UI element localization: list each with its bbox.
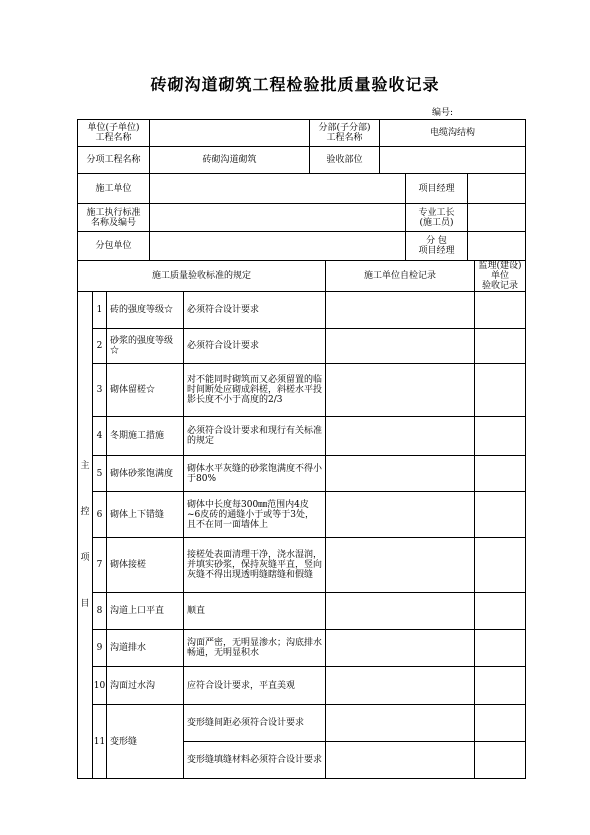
item-name: 砌体砂浆饱满度 xyxy=(107,456,184,492)
item-project-label: 分项工程名称 xyxy=(78,147,150,174)
self-check-cell[interactable] xyxy=(326,593,475,630)
sub-project-value[interactable]: 电缆沟结构 xyxy=(380,120,526,147)
self-check-cell[interactable] xyxy=(326,329,475,364)
item-number: 9 xyxy=(93,630,107,667)
item-project-value[interactable]: 砖砌沟道砌筑 xyxy=(150,147,310,174)
item-requirement: 砌体水平灰缝的砂浆饱满度不得小于80% xyxy=(184,456,326,492)
self-check-cell[interactable] xyxy=(326,667,475,705)
unit-name-value[interactable] xyxy=(150,120,310,147)
supervision-cell[interactable] xyxy=(475,538,526,593)
self-check-cell[interactable] xyxy=(326,292,475,329)
item-number: 5 xyxy=(93,456,107,492)
item-requirement: 变形缝间距必须符合设计要求 xyxy=(184,705,326,742)
self-check-cell[interactable] xyxy=(326,630,475,667)
item-number: 2 xyxy=(93,329,107,364)
item-name: 砂浆的强度等级☆ xyxy=(107,329,184,364)
inspection-part-label: 验收部位 xyxy=(310,147,380,174)
project-manager-value[interactable] xyxy=(468,174,526,204)
self-check-cell[interactable] xyxy=(326,492,475,538)
supervision-cell[interactable] xyxy=(475,364,526,417)
item-name: 砌体留槎☆ xyxy=(107,364,184,417)
item-requirement: 应符合设计要求，平直美观 xyxy=(184,667,326,705)
item-number: 11 xyxy=(93,705,107,779)
self-check-cell[interactable] xyxy=(326,364,475,417)
item-requirement: 必须符合设计要求 xyxy=(184,292,326,329)
supervision-cell[interactable] xyxy=(475,742,526,779)
item-number: 4 xyxy=(93,417,107,456)
unit-table xyxy=(77,173,526,261)
subcontract-unit-value[interactable] xyxy=(150,232,406,261)
item-number: 8 xyxy=(93,593,107,630)
header-table xyxy=(77,119,526,174)
project-manager-label: 项目经理 xyxy=(406,174,468,204)
inspection-table xyxy=(77,260,526,779)
item-requirement: 接槎处表面清理干净，浇水湿润，并填实砂浆，保持灰缝平直，竖向灰缝不得出现透明缝瞎缝和假缝 xyxy=(184,538,326,593)
supervision-cell[interactable] xyxy=(475,417,526,456)
item-number: 7 xyxy=(93,538,107,593)
supervision-cell[interactable] xyxy=(475,630,526,667)
supervision-cell[interactable] xyxy=(475,456,526,492)
supervision-cell[interactable] xyxy=(475,667,526,705)
item-requirement: 必须符合设计要求和现行有关标准的规定 xyxy=(184,417,326,456)
supervision-cell[interactable] xyxy=(475,492,526,538)
self-check-column-header: 施工单位自检记录 xyxy=(326,261,475,292)
supervision-cell[interactable] xyxy=(475,593,526,630)
record-number-label: 编号: xyxy=(432,108,454,118)
item-number: 6 xyxy=(93,492,107,538)
supervision-cell[interactable] xyxy=(475,705,526,742)
self-check-cell[interactable] xyxy=(326,456,475,492)
construction-unit-label: 施工单位 xyxy=(78,174,150,204)
standard-value[interactable] xyxy=(150,204,406,232)
unit-name-label: 单位(子单位) 工程名称 xyxy=(78,120,150,147)
supervision-cell[interactable] xyxy=(475,292,526,329)
item-name: 冬期施工措施 xyxy=(107,417,184,456)
item-requirement: 对不能同时砌筑而又必须留置的临时间断处应砌成斜槎，斜槎水平投影长度不小于高度的2/3 xyxy=(184,364,326,417)
self-check-cell[interactable] xyxy=(326,538,475,593)
item-name: 变形缝 xyxy=(107,705,184,779)
self-check-cell[interactable] xyxy=(326,742,475,779)
item-number: 3 xyxy=(93,364,107,417)
item-name: 沟道上口平直 xyxy=(107,593,184,630)
page-title: 砖砌沟道砌筑工程检验批质量验收记录 xyxy=(150,75,440,94)
foreman-label: 专业工长 (施工员) xyxy=(406,204,468,232)
item-name: 砌体接槎 xyxy=(107,538,184,593)
subcontract-manager-value[interactable] xyxy=(468,232,526,261)
self-check-cell[interactable] xyxy=(326,705,475,742)
foreman-value[interactable] xyxy=(468,204,526,232)
main-control-items-label: 主 控 项 目 xyxy=(78,292,93,779)
standard-label: 施工执行标准 名称及编号 xyxy=(78,204,150,232)
item-name: 砌体上下错缝 xyxy=(107,492,184,538)
subcontract-manager-label: 分 包 项目经理 xyxy=(406,232,468,261)
item-requirement: 变形缝填缝材料必须符合设计要求 xyxy=(184,742,326,779)
item-number: 10 xyxy=(93,667,107,705)
self-check-cell[interactable] xyxy=(326,417,475,456)
inspection-part-value[interactable] xyxy=(380,147,526,174)
supervision-cell[interactable] xyxy=(475,329,526,364)
sub-project-label: 分部(子分部) 工程名称 xyxy=(310,120,380,147)
item-requirement: 沟面严密，无明显渗水；沟底排水畅通，无明显积水 xyxy=(184,630,326,667)
item-name: 沟道排水 xyxy=(107,630,184,667)
item-name: 沟面过水沟 xyxy=(107,667,184,705)
item-requirement: 必须符合设计要求 xyxy=(184,329,326,364)
item-name: 砖的强度等级☆ xyxy=(107,292,184,329)
construction-unit-value[interactable] xyxy=(150,174,406,204)
supervision-column-header: 监理(建设)单位 验收记录 xyxy=(475,261,526,292)
item-requirement: 砌体中长度每300㎜范围内4皮~6皮砖的通缝小于或等于3处，且不在同一面墙体上 xyxy=(184,492,326,538)
item-requirement: 顺直 xyxy=(184,593,326,630)
spec-column-header: 施工质量验收标准的规定 xyxy=(78,261,326,292)
subcontract-unit-label: 分包单位 xyxy=(78,232,150,261)
item-number: 1 xyxy=(93,292,107,329)
